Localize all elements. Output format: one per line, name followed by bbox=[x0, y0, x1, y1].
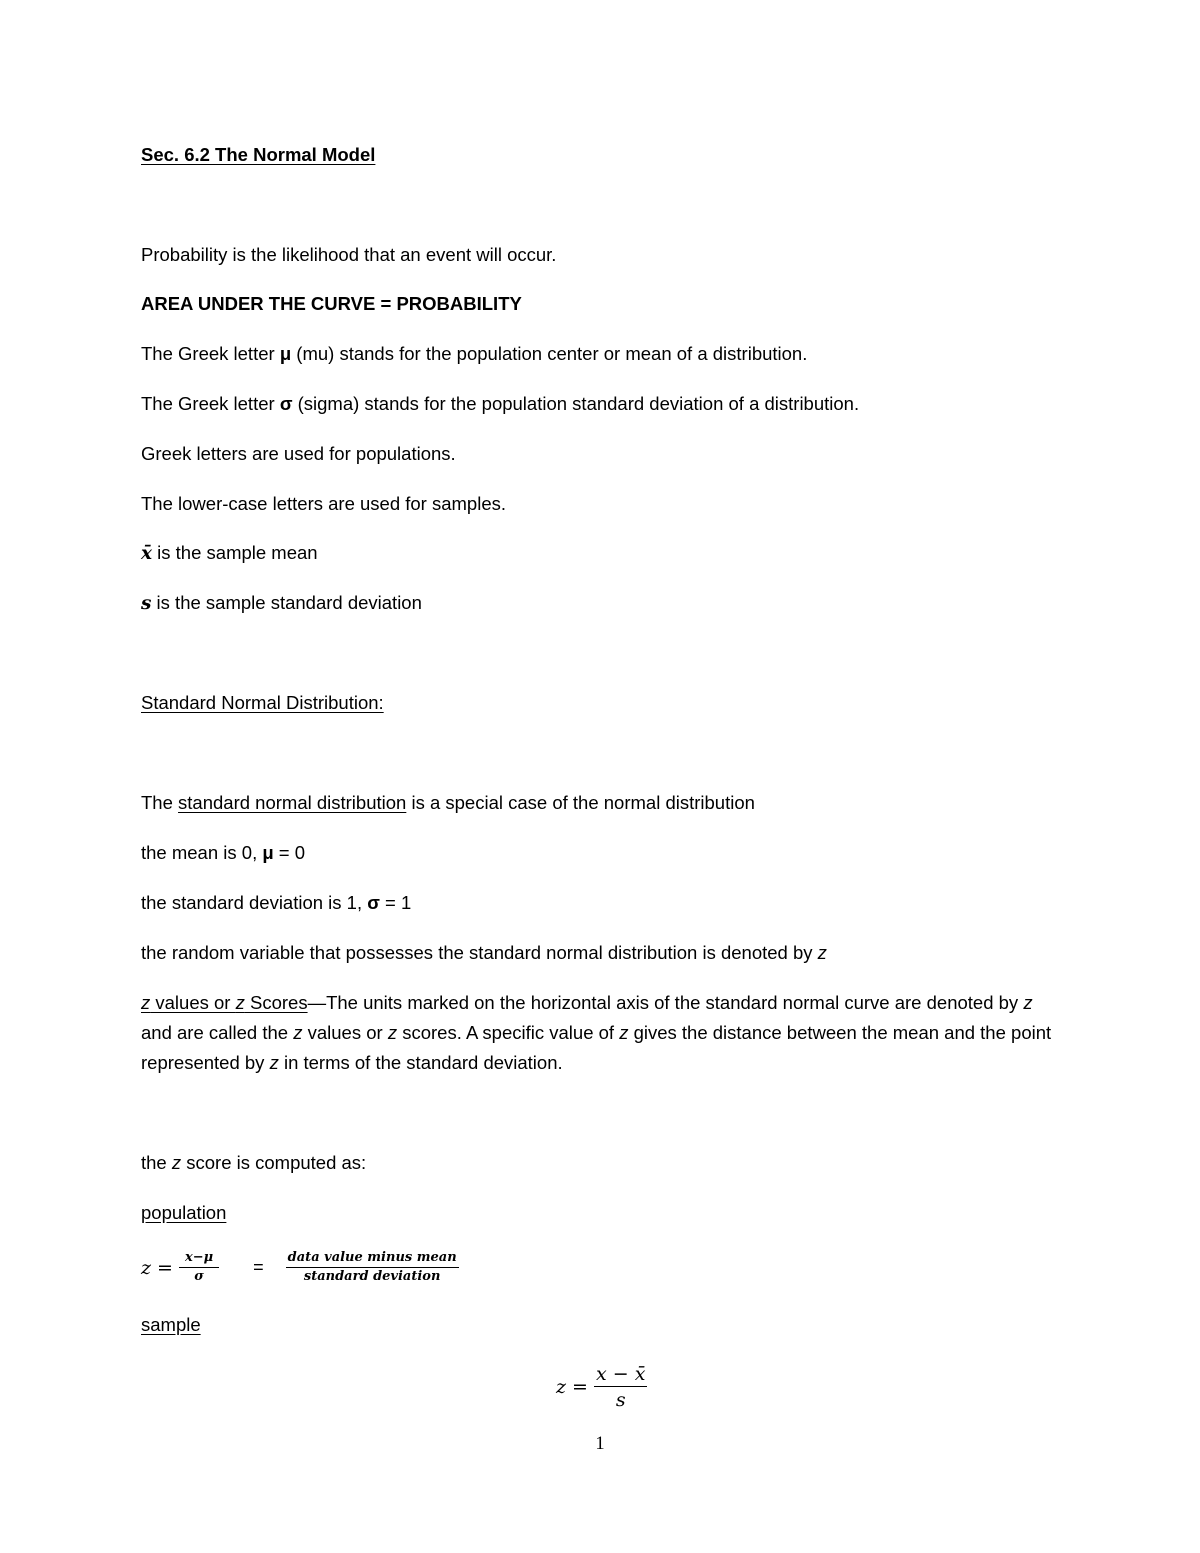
pop-word-fraction bbox=[286, 1250, 459, 1285]
sample-denominator: s bbox=[615, 1389, 626, 1411]
computed-post: score is computed as: bbox=[181, 1152, 367, 1173]
zs-t6: in terms of the standard deviation. bbox=[278, 1052, 563, 1073]
sample-formula bbox=[556, 1362, 647, 1412]
probability-definition: Probability is the likelihood that an event will occur. bbox=[141, 244, 557, 265]
pop-equals: = bbox=[253, 1257, 264, 1277]
snd-def-post: is a special case of the normal distribution bbox=[406, 792, 755, 813]
sample-numerator: x − x̄ bbox=[595, 1363, 646, 1385]
s-text: is the sample standard deviation bbox=[151, 592, 422, 613]
computed-z: z bbox=[171, 1152, 182, 1173]
zs-z5: z bbox=[269, 1052, 279, 1073]
pop-word-denominator: standard deviation bbox=[303, 1269, 441, 1284]
greek-populations: Greek letters are used for populations. bbox=[141, 443, 456, 464]
pop-lhs: z = bbox=[141, 1256, 173, 1279]
computed-pre: the bbox=[141, 1152, 172, 1173]
sigma-pre: The Greek letter bbox=[141, 393, 280, 414]
sigma-post: (sigma) stands for the population standard deviation of a distribution. bbox=[292, 393, 860, 414]
xbar-definition bbox=[141, 541, 318, 566]
snd-mean-symbol: μ bbox=[262, 842, 274, 863]
snd-def-term: standard normal distribution bbox=[178, 792, 407, 813]
snd-sd-symbol: σ bbox=[367, 892, 380, 913]
zs-t2: and are called the bbox=[141, 1022, 294, 1043]
z-term-1: z bbox=[141, 992, 151, 1013]
zs-z4: z bbox=[619, 1022, 629, 1043]
xbar-text: is the sample mean bbox=[152, 542, 318, 563]
lowercase-samples: The lower-case letters are used for samples. bbox=[141, 493, 507, 514]
snd-definition bbox=[141, 791, 755, 815]
snd-mean bbox=[141, 841, 305, 865]
zs-t3: values or bbox=[302, 1022, 388, 1043]
rv-z: z bbox=[817, 942, 827, 963]
snd-sd-pre: the standard deviation is 1, bbox=[141, 892, 368, 913]
pop-denominator: σ bbox=[194, 1269, 204, 1284]
zs-z2: z bbox=[293, 1022, 303, 1043]
zs-z3: z bbox=[387, 1022, 398, 1043]
pop-fraction bbox=[179, 1250, 219, 1285]
sample-fraction bbox=[594, 1362, 647, 1412]
z-scores-term bbox=[141, 992, 308, 1013]
sigma-symbol: σ bbox=[279, 393, 293, 414]
s-symbol: s bbox=[141, 593, 152, 614]
mu-pre: The Greek letter bbox=[141, 343, 280, 364]
page-number: 1 bbox=[595, 1434, 605, 1454]
snd-mean-post: = 0 bbox=[273, 842, 306, 863]
z-term-mid: values or bbox=[150, 992, 236, 1013]
z-term-2: z bbox=[235, 992, 245, 1013]
snd-def-pre: The bbox=[141, 792, 179, 813]
snd-sd-post: = 1 bbox=[379, 892, 412, 913]
xbar-symbol: x̄ bbox=[141, 543, 153, 564]
population-label: population bbox=[141, 1202, 227, 1223]
snd-heading: Standard Normal Distribution: bbox=[141, 692, 384, 713]
zs-t4: scores. A specific value of bbox=[397, 1022, 620, 1043]
sigma-definition bbox=[141, 392, 859, 416]
section-title: Sec. 6.2 The Normal Model bbox=[141, 144, 376, 165]
snd-mean-pre: the mean is 0, bbox=[141, 842, 263, 863]
rv-text: the random variable that possesses the standard normal distribution is denoted by bbox=[141, 942, 818, 963]
zs-z1: z bbox=[1023, 992, 1033, 1013]
snd-sd bbox=[141, 891, 411, 915]
zs-t1: —The units marked on the horizontal axis of the standard normal curve are denoted by bbox=[307, 992, 1024, 1013]
z-computed-line bbox=[141, 1151, 366, 1175]
z-term-end: Scores bbox=[244, 992, 308, 1013]
area-rule: AREA UNDER THE CURVE = PROBABILITY bbox=[141, 293, 522, 314]
population-formula bbox=[141, 1250, 459, 1285]
z-scores-paragraph bbox=[141, 988, 1061, 1078]
sample-lhs: z = bbox=[556, 1376, 588, 1398]
sample-label: sample bbox=[141, 1314, 201, 1335]
pop-word-numerator: data value minus mean bbox=[286, 1250, 459, 1268]
mu-symbol: μ bbox=[279, 343, 292, 364]
zs-t5: gives the distance between the mean and the point represented by bbox=[141, 1022, 1052, 1073]
mu-definition bbox=[141, 342, 807, 366]
snd-random-variable bbox=[141, 941, 827, 965]
s-definition bbox=[141, 591, 422, 616]
mu-post: (mu) stands for the population center or mean of a distribution. bbox=[291, 343, 808, 364]
pop-numerator: x−μ bbox=[179, 1250, 219, 1268]
